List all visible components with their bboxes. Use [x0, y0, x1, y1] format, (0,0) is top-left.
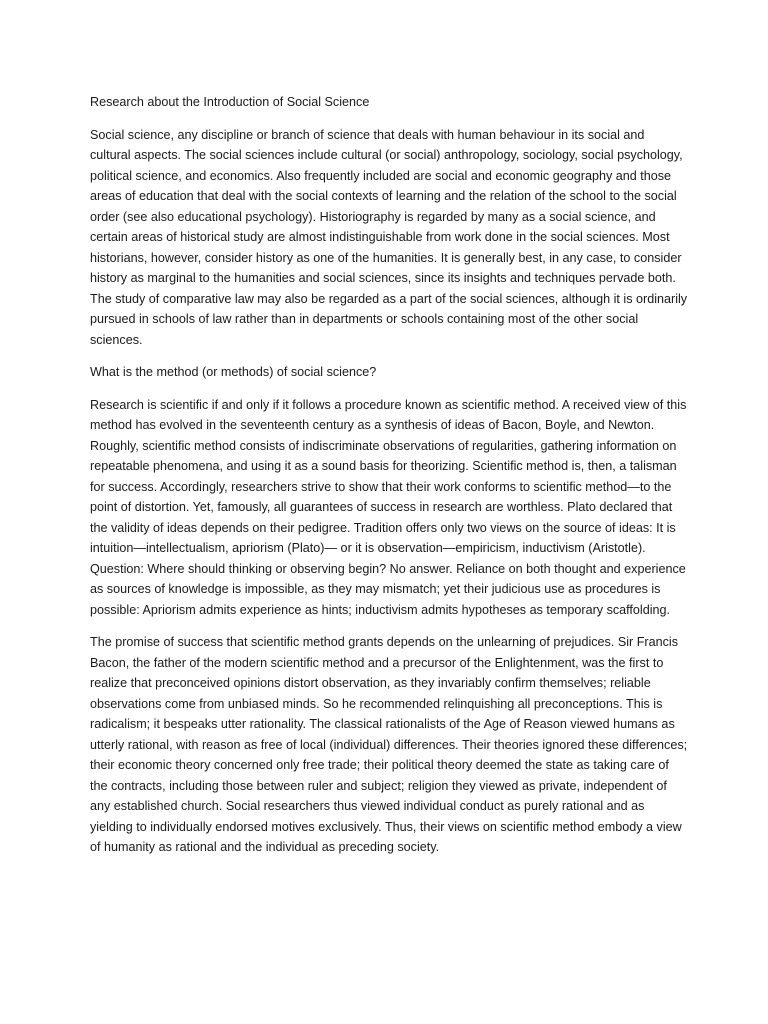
method-paragraph: Research is scientific if and only if it follows a procedure known as scientific method. A received view of this method has evolved in the seventeenth century as a synthesis of ideas of Bacon, Boyle, and Newton. Roughly, scientific method consists of indiscriminate observations of regularities, gathering information on repeatable phenomena, and using it as a sound basis for theorizing. Scientific method is, then, a talisman for success. Accordingly, researchers strive to show that their work conforms to scientific method—to the point of distortion. Yet, famously, all guarantees of success in research are worthless. Plato declared that the validity of ideas depends on their pedigree. Tradition offers only two views on the source of ideas: It is intuition—intellectualism, apriorism (Plato)— or it is observation—empiricism, inductivism (Aristotle). Question: Where should thinking or observing begin? No answer. Reliance on both thought and experience as sources of knowledge is impossible, as they may mismatch; yet their judicious use as procedures is possible: Apriorism admits experience as hints; inductivism admits hypotheses as temporary scaffolding. — [90, 397, 687, 617]
method-heading: What is the method (or methods) of social science? — [90, 365, 377, 379]
promise-paragraph: The promise of success that scientific method grants depends on the unlearning of prejudices. Sir Francis Bacon, the father of the modern scientific method and a precursor of the Enlightenment, was the first to realize that preconceived opinions distort observation, as they invariably confirm themselves; reliable observations come from unbiased minds. So he recommended relinquishing all preconceptions. This is radicalism; it bespeaks utter rationality. The classical rationalists of the Age of Reason viewed humans as utterly rational, with reason as free of local (individual) differences. Their theories ignored these differences; their economic theory concerned only free trade; their political theory deemed the state as taking care of the contracts, including those between ruler and subject; religion they viewed as private, independent of any established church. Social researchers thus viewed individual conduct as purely rational and as yielding to individually endorsed motives exclusively. Thus, their views on scientific method embody a view of humanity as rational and the individual as preceding society. — [90, 635, 688, 854]
document-title: Research about the Introduction of Social Science — [90, 95, 370, 109]
intro-paragraph: Social science, any discipline or branch of science that deals with human behaviour in its social and cultural aspects. The social sciences include cultural (or social) anthropology, sociology, social psychology, political science, and economics. Also frequently included are social and economic geography and those areas of education that deal with the social contexts of learning and the relation of the school to the social order (see also educational psychology). Historiography is regarded by many as a social science, and certain areas of historical study are almost indistinguishable from work done in the social sciences. Most historians, however, consider history as one of the humanities. It is generally best, in any case, to consider history as marginal to the humanities and social sciences, since its insights and techniques pervade both. The study of comparative law may also be regarded as a part of the social sciences, although it is ordinarily pursued in schools of law rather than in departments or schools containing most of the other social sciences. — [90, 127, 688, 347]
document-body — [90, 92, 688, 870]
